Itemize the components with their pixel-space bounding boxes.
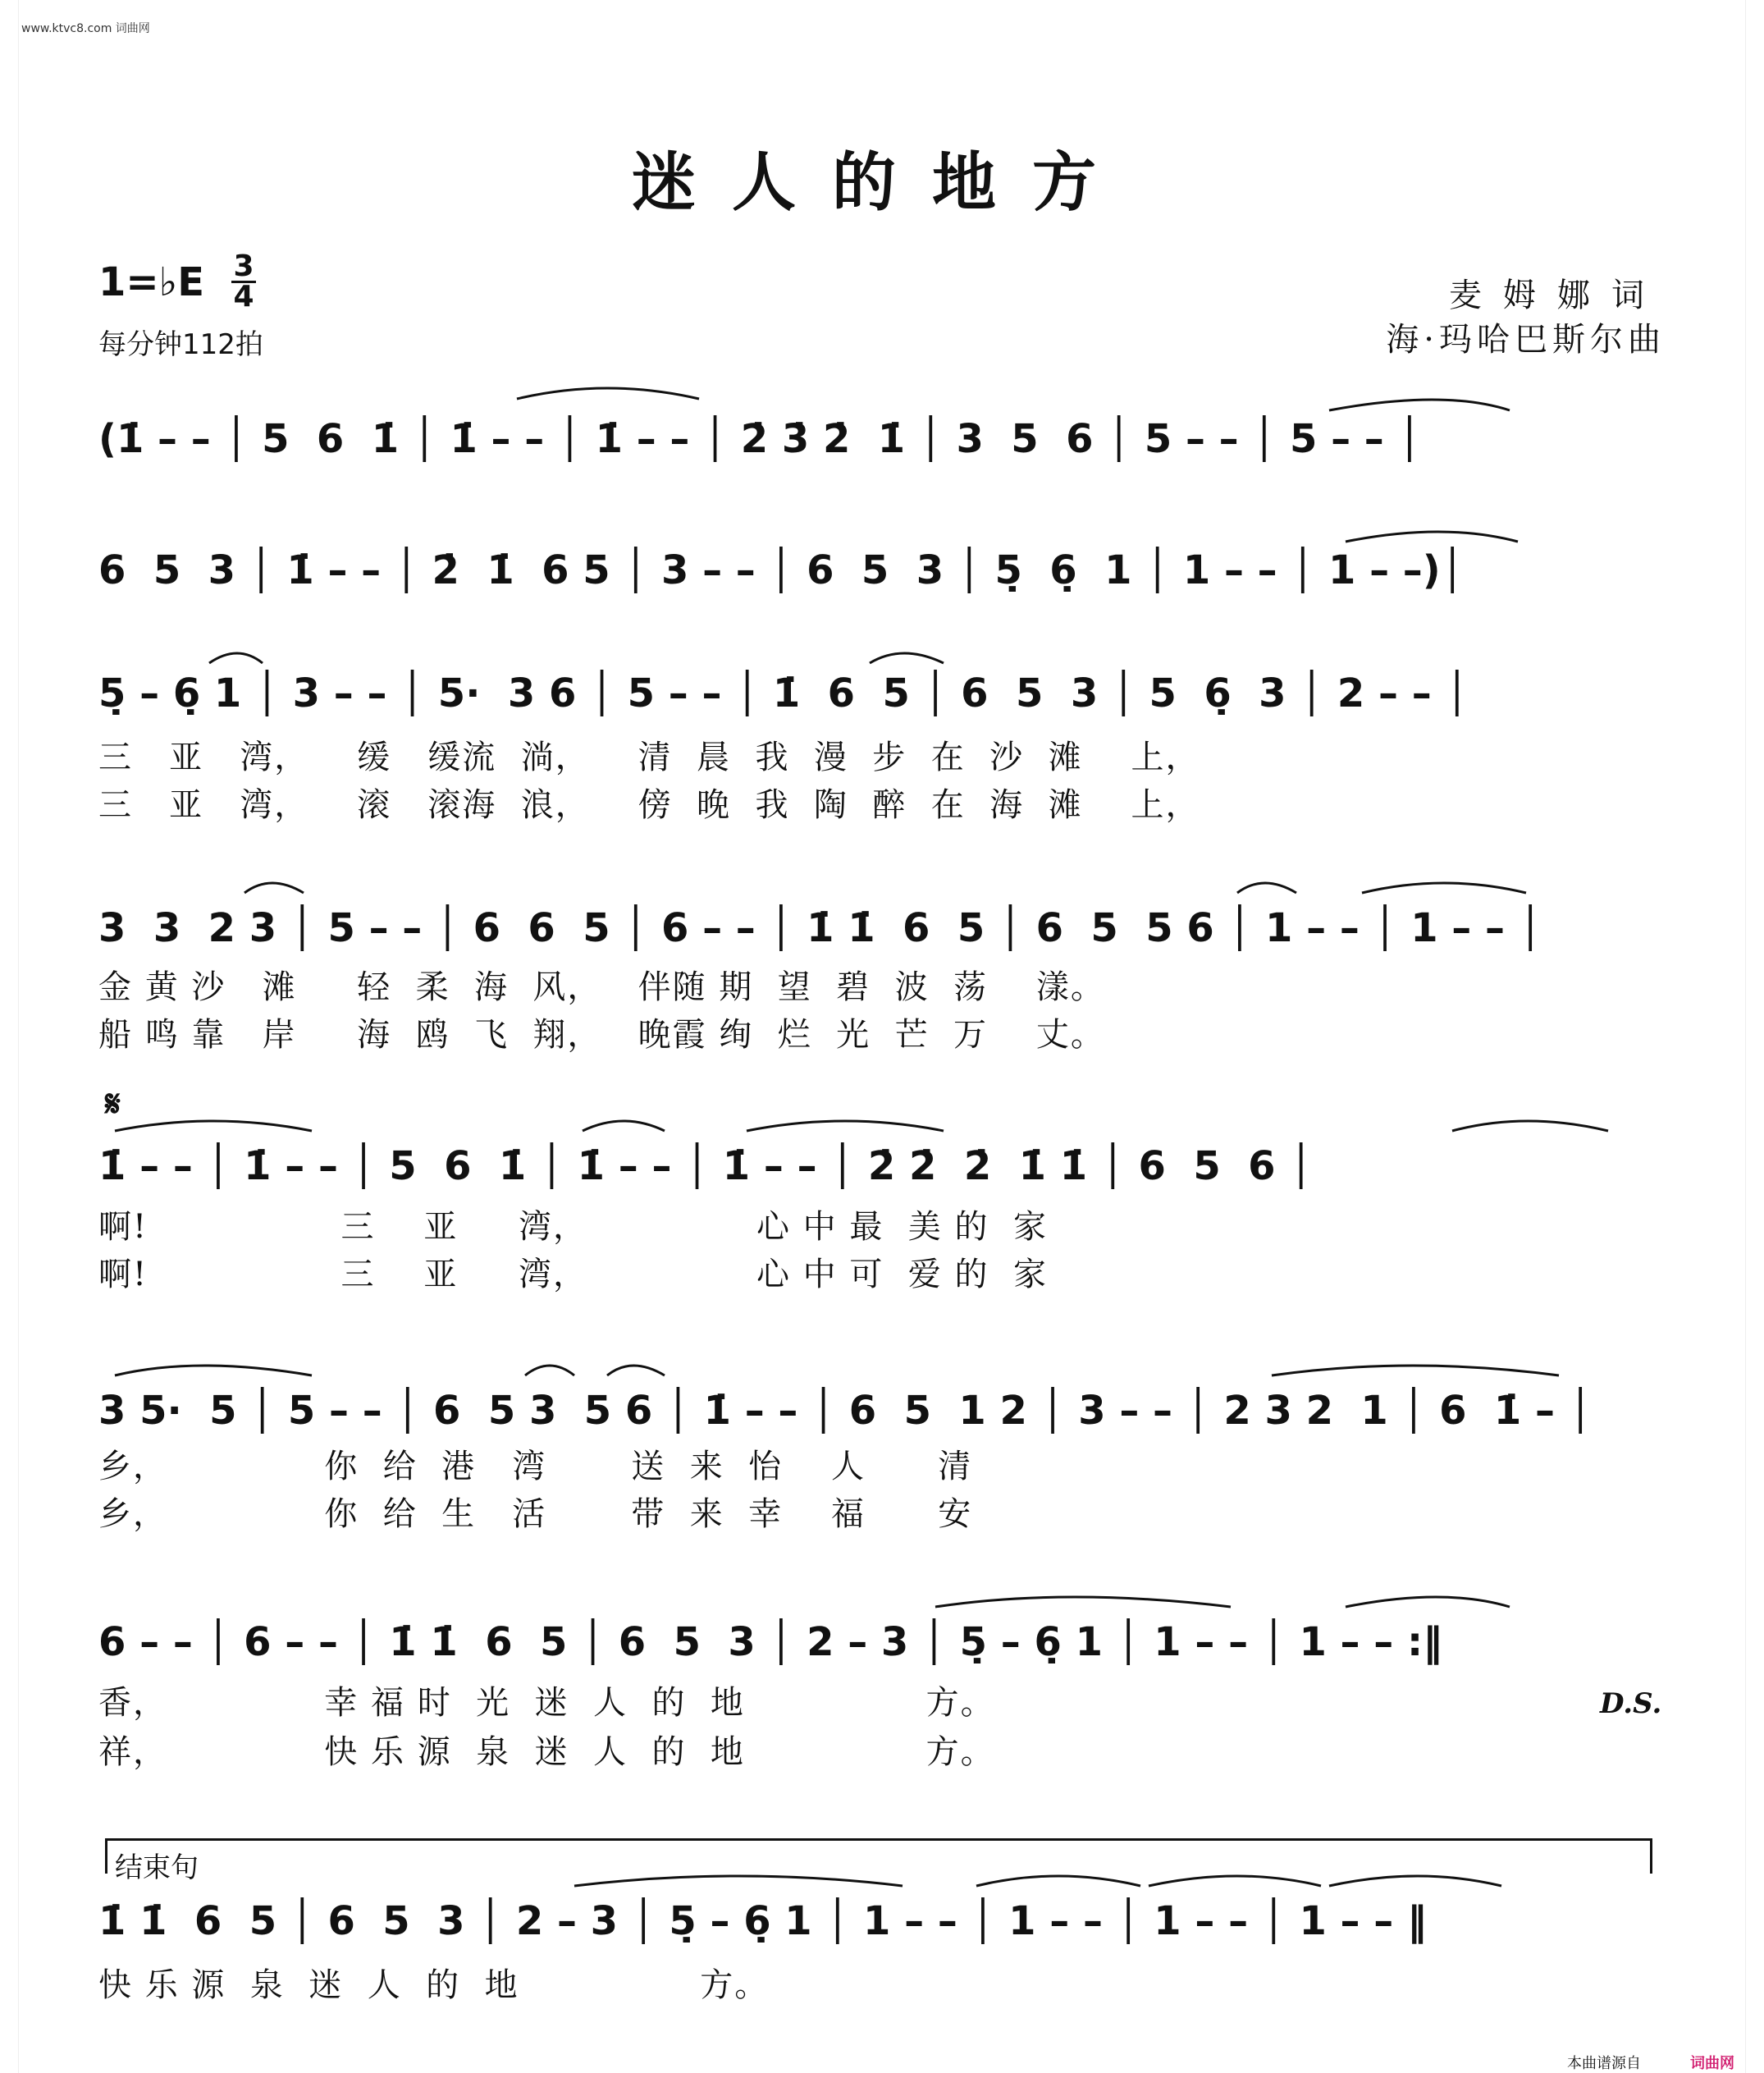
slur (1346, 1597, 1510, 1607)
slur (583, 1121, 665, 1131)
slur (525, 1366, 574, 1375)
footer-site-link[interactable]: 词曲网 (1690, 2055, 1734, 2072)
site-watermark[interactable]: www.ktvc8.com 词曲网 (21, 22, 150, 35)
notation-row-1: (1̇ – – │ 5 6 1̇ │ 1̇ – – │ 1̇ – – │ 2̇ 3̇ 2̇ 1̇ │ 3 5 6 │ 5 – – │ 5 – – │ (98, 416, 1422, 462)
dal-segno-mark: D.S. (1600, 1687, 1662, 1720)
notation-row-5: 1̇ – – │ 1̇ – – │ 5 6 1̇ │ 1̇ – – │ 1̇ – – │ 2̇ 2̇ 2̇ 1̇ 1̇ │ 6 5 6 │ (98, 1143, 1314, 1189)
composer-credit: 海·玛哈巴斯尔曲 (1386, 321, 1666, 359)
time-top: 3 (233, 249, 254, 283)
slur (935, 1597, 1231, 1607)
segno-mark: 𝄋 (105, 1083, 121, 1125)
slur (209, 653, 263, 663)
key-prefix: 1= (98, 259, 159, 305)
key-note: ♭E (158, 259, 205, 305)
notation-row-8: 1̇ 1̇ 6 5 │ 6 5 3 │ 2 – 3 │ 5̣ – 6̣ 1 │ 1 – – │ 1 – – │ 1 – – │ 1 – – ‖ (98, 1898, 1427, 1944)
slur (747, 1121, 944, 1131)
notation-row-6: 3 5· 5 │ 5 – – │ 6 5 3 5 6 │ 1̇ – – │ 6 5 1 2 │ 3 – – │ 2 3 2 1 │ 6 1̇ – │ (98, 1388, 1593, 1434)
notation-row-3: 5̣ – 6̣ 1 │ 3 – – │ 5· 3 6 │ 5 – – │ 1̇ 6 5 │ 6 5 3 │ 5 6̣ 3 │ 2 – – │ (98, 670, 1469, 716)
slur (115, 1121, 312, 1131)
slur (244, 883, 304, 893)
lyric-row-6a: 乡， 你 给 港 湾 送 来 怡 人 清 (98, 1448, 973, 1485)
lyric-row-8: 快 乐 源 泉 迷 人 的 地 方。 (98, 1966, 770, 2004)
slur (976, 1876, 1140, 1886)
slur (1329, 1876, 1501, 1886)
slur (870, 653, 944, 663)
slur (517, 388, 699, 399)
footer-source: 本曲谱源自 (1567, 2055, 1641, 2072)
lyricist-credit: 麦姆娜词 (1449, 277, 1666, 314)
slur (1452, 1121, 1608, 1131)
slur (1362, 883, 1526, 893)
lyric-row-4a: 金 黄 沙 滩 轻 柔 海 风， 伴随 期 望 碧 波 荡 漾。 (98, 968, 1105, 1006)
lyric-row-5b: 啊! 三 亚 湾， 心 中 可 爱 的 家 (98, 1256, 1048, 1293)
slur (115, 1366, 312, 1375)
slur (607, 1366, 665, 1375)
slur (1272, 1366, 1559, 1375)
lyric-row-5a: 啊! 三 亚 湾， 心 中 最 美 的 家 (98, 1208, 1048, 1246)
lyric-row-4b: 船 鸣 靠 岸 海 鸥 飞 翔， 晚霞 绚 烂 光 芒 万 丈。 (98, 1016, 1105, 1054)
time-bottom: 4 (233, 280, 254, 313)
slur (574, 1876, 903, 1886)
ending-label: 结束句 (115, 1851, 199, 1884)
notation-row-2: 6 5 3 │ 1̇ – – │ 2̇ 1̇ 6 5 │ 3 – – │ 6 5 3 │ 5̣ 6̣ 1 │ 1 – – │ 1 – –)│ (98, 547, 1465, 593)
song-title: 迷人的地方 (631, 145, 1132, 220)
slur (1149, 1876, 1321, 1886)
lyric-row-7a: 香， 幸 福 时 光 迷 人 的 地 方。 (98, 1684, 995, 1722)
lyric-row-6b: 乡， 你 给 生 活 带 来 幸 福 安 (98, 1495, 973, 1533)
slur (1329, 400, 1510, 410)
tempo-marking: 每分钟112拍 (98, 328, 263, 361)
notation-row-4: 3 3 2 3 │ 5 – – │ 6 6 5 │ 6 – – │ 1̇ 1̇ 6 5 │ 6 5 5 6 │ 1 – – │ 1 – – │ (98, 905, 1542, 951)
slur (1346, 532, 1518, 542)
lyric-row-7b: 祥， 快 乐 源 泉 迷 人 的 地 方。 (98, 1733, 995, 1771)
notation-row-7: 6 – – │ 6 – – │ 1̇ 1̇ 6 5 │ 6 5 3 │ 2 – 3 │ 5̣ – 6̣ 1 │ 1 – – │ 1 – – :‖ (98, 1619, 1443, 1665)
lyric-row-3b: 三 亚 湾， 滚 滚海 浪， 傍 晚 我 陶 醉 在 海 滩 上， (98, 786, 1200, 824)
slur (1237, 883, 1296, 893)
lyric-row-3a: 三 亚 湾， 缓 缓流 淌， 清 晨 我 漫 步 在 沙 滩 上， (98, 739, 1200, 776)
